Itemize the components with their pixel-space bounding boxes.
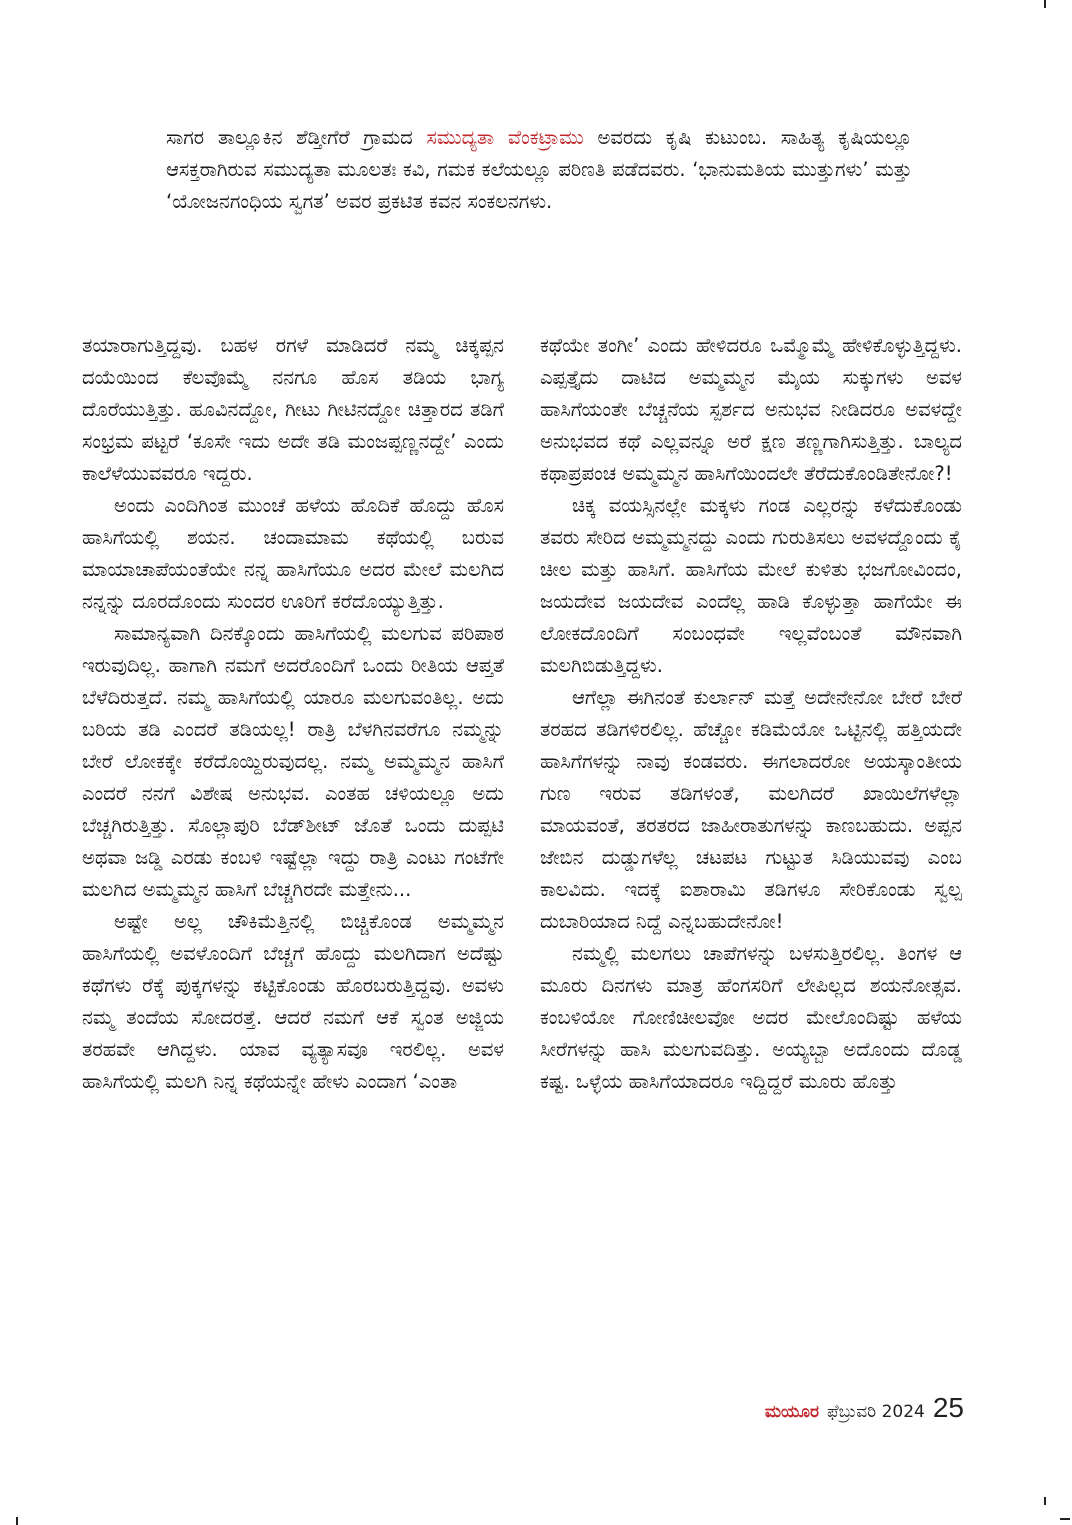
paragraph: ನಮ್ಮಲ್ಲಿ ಮಲಗಲು ಚಾಪೆಗಳನ್ನು ಬಳಸುತ್ತಿರಲಿಲ್ಲ. ತಿಂಗಳ ಆ ಮೂರು ದಿನಗಳು ಮಾತ್ರ ಹೆಂಗಸರಿಗೆ ಲೇಪಿಲ್ಲದ ಶಯನೋತ್ಸವ. ಕಂಬಳಿಯೋ ಗೋಣಿಚೀಲವೋ ಅದರ ಮೇಲೊಂದಿಷ್ಟು ಹಳೆಯ ಸೀರೆಗಳನ್ನು ಹಾಸಿ ಮಲಗುವದಿತ್ತು. ಅಯ್ಯಬ್ಬಾ ಅದೊಂದು ದೊಡ್ಡ ಕಷ್ಟ. ಒಳ್ಳೆಯ ಹಾಸಿಗೆಯಾದರೂ ಇದ್ದಿದ್ದರೆ ಮೂರು ಹೊತ್ತು (540, 942, 962, 1093)
issue-date: ಫೆಬ್ರುವರಿ 2024 (827, 1402, 925, 1422)
paragraph: ಸಾಮಾನ್ಯವಾಗಿ ದಿನಕ್ಕೊಂದು ಹಾಸಿಗೆಯಲ್ಲಿ ಮಲಗುವ ಪರಿಪಾಠ ಇರುವುದಿಲ್ಲ. ಹಾಗಾಗಿ ನಮಗೆ ಅದರೊಂದಿಗೆ ಒಂದು ರೀತಿಯ ಆಪ್ತತೆ ಬೆಳೆದಿರುತ್ತದೆ. ನಮ್ಮ ಹಾಸಿಗೆಯಲ್ಲಿ ಯಾರೂ ಮಲಗುವಂತಿಲ್ಲ. ಅದು ಬರಿಯ ತಡಿ ಎಂದರೆ ತಡಿಯಲ್ಲ! ರಾತ್ರಿ ಬೆಳಗಿನವರೆಗೂ ನಮ್ಮನ್ನು ಬೇರೆ ಲೋಕಕ್ಕೇ ಕರೆದೊಯ್ದಿರುವುದಲ್ಲ. ನಮ್ಮ ಅಮ್ಮಮ್ಮನ ಹಾಸಿಗೆ ಎಂದರೆ ನನಗೆ ವಿಶೇಷ ಅನುಭವ. ಎಂತಹ ಚಳಿಯಲ್ಲೂ ಅದು ಬೆಚ್ಚಗಿರುತ್ತಿತ್ತು. ಸೊಲ್ಲಾಪುರಿ ಬೆಡ್‌ಶೀಟ್ ಜೊತೆ ಒಂದು ದುಪ್ಪಟಿ ಅಥವಾ ಜಡ್ಡಿ ಎರಡು ಕಂಬಳಿ ಇಷ್ಟೆಲ್ಲಾ ಇದ್ದು ರಾತ್ರಿ ಎಂಟು ಗಂಟೆಗೇ ಮಲಗಿದ ಅಮ್ಮಮ್ಮನ ಹಾಸಿಗೆ ಬೆಚ್ಚಗಿರದೇ ಮತ್ತೇನು... (82, 622, 504, 901)
author-bio-text (166, 122, 912, 218)
magazine-logo: ಮಯೂರ (764, 1402, 820, 1422)
right-column (540, 330, 962, 1098)
left-column (82, 330, 504, 1098)
paragraph: ತಯಾರಾಗುತ್ತಿದ್ದವು. ಬಹಳ ರಗಳೆ ಮಾಡಿದರೆ ನಮ್ಮ ಚಿಕ್ಕಪ್ಪನ ದಯೆಯಿಂದ ಕೆಲವೊಮ್ಮೆ ನನಗೂ ಹೊಸ ತಡಿಯ ಭಾಗ್ಯ ದೊರೆಯುತ್ತಿತ್ತು. ಹೂವಿನದ್ದೋ, ಗೀಟು ಗೀಟಿನದ್ದೋ ಚಿತ್ತಾರದ ತಡಿಗೆ ಸಂಭ್ರಮ ಪಟ್ಟರೆ ‘ಕೂಸೇ ಇದು ಅದೇ ತಡಿ ಮಂಜಪ್ಪಣ್ಣನದ್ದೇ’ ಎಂದು ಕಾಲೆಳೆಯುವವರೂ ಇದ್ದರು. (82, 334, 504, 485)
paragraph: ಅಷ್ಟೇ ಅಲ್ಲ ಚೌಕಿಮೆತ್ತಿನಲ್ಲಿ ಬಿಚ್ಚಿಕೊಂಡ ಅಮ್ಮಮ್ಮನ ಹಾಸಿಗೆಯಲ್ಲಿ ಅವಳೊಂದಿಗೆ ಬೆಚ್ಚಗೆ ಹೊದ್ದು ಮಲಗಿದಾಗ ಅದೆಷ್ಟು ಕಥೆಗಳು ರೆಕ್ಕೆ ಪುಕ್ಕಗಳನ್ನು ಕಟ್ಟಿಕೊಂಡು ಹೊರಬರುತ್ತಿದ್ದವು. ಅವಳು ನಮ್ಮ ತಂದೆಯ ಸೋದರತ್ತೆ. ಆದರೆ ನಮಗೆ ಆಕೆ ಸ್ವಂತ ಅಜ್ಜಿಯ ತರಹವೇ ಆಗಿದ್ದಳು. ಯಾವ ವ್ಯತ್ಯಾಸವೂ ಇರಲಿಲ್ಲ. ಅವಳ ಹಾಸಿಗೆಯಲ್ಲಿ ಮಲಗಿ ನಿನ್ನ ಕಥೆಯನ್ನೇ ಹೇಳು ಎಂದಾಗ ‘ಎಂತಾ (82, 910, 504, 1093)
crop-mark-bottom-left (16, 1517, 18, 1525)
author-name: ಸಮುದ್ಯತಾ ವೆಂಕಟ್ರಾಮು (426, 126, 584, 149)
paragraph: ಚಿಕ್ಕ ವಯಸ್ಸಿನಲ್ಲೇ ಮಕ್ಕಳು ಗಂಡ ಎಲ್ಲರನ್ನು ಕಳೆದುಕೊಂಡು ತವರು ಸೇರಿದ ಅಮ್ಮಮ್ಮನದ್ದು ಎಂದು ಗುರುತಿಸಲು ಅವಳದ್ದೊಂದು ಕೈ ಚೀಲ ಮತ್ತು ಹಾಸಿಗೆ. ಹಾಸಿಗೆಯ ಮೇಲೆ ಕುಳಿತು ಭಜಗೋವಿಂದಂ, ಜಯದೇವ ಜಯದೇವ ಎಂದೆಲ್ಲ ಹಾಡಿ ಕೊಳ್ಳುತ್ತಾ ಹಾಗೆಯೇ ಈ ಲೋಕದೊಂದಿಗೆ ಸಂಬಂಧವೇ ಇಲ್ಲವೆಂಬಂತೆ ಮೌನವಾಗಿ ಮಲಗಿಬಿಡುತ್ತಿದ್ದಳು. (540, 494, 962, 677)
paragraph: ಕಥೆಯೇ ತಂಗೀ’ ಎಂದು ಹೇಳಿದರೂ ಒಮ್ಮೊಮ್ಮೆ ಹೇಳಿಕೊಳ್ಳುತ್ತಿದ್ದಳು. ಎಪ್ಪತ್ತೈದು ದಾಟಿದ ಅಮ್ಮಮ್ಮನ ಮೈಯ ಸುಕ್ಕುಗಳು ಅವಳ ಹಾಸಿಗೆಯಂತೇ ಬೆಚ್ಚನೆಯ ಸ್ಪರ್ಶದ ಅನುಭವ ನೀಡಿದರೂ ಅವಳದ್ದೇ ಅನುಭವದ ಕಥೆ ಎಲ್ಲವನ್ನೂ ಅರೆ ಕ್ಷಣ ತಣ್ಣಗಾಗಿಸುತ್ತಿತ್ತು. ಬಾಲ್ಯದ ಕಥಾಪ್ರಪಂಚ ಅಮ್ಮಮ್ಮನ ಹಾಸಿಗೆಯಿಂದಲೇ ತೆರೆದುಕೊಂಡಿತೇನೋ?! (540, 334, 962, 485)
page-number: 25 (932, 1392, 964, 1423)
page-footer (765, 1392, 964, 1424)
crop-mark-top-right (1044, 0, 1046, 8)
author-bio (166, 122, 912, 218)
crop-mark-bottom-right-horizontal (1060, 1518, 1070, 1520)
paragraph: ಆಗೆಲ್ಲಾ ಈಗಿನಂತೆ ಕುರ್ಲಾನ್ ಮತ್ತೆ ಅದೇನೇನೋ ಬೇರೆ ಬೇರೆ ತರಹದ ತಡಿಗಳಿರಲಿಲ್ಲ. ಹೆಚ್ಚೋ ಕಡಿಮೆಯೋ ಒಟ್ಟಿನಲ್ಲಿ ಹತ್ತಿಯದೇ ಹಾಸಿಗೆಗಳನ್ನು ನಾವು ಕಂಡವರು. ಈಗಲಾದರೋ ಅಯಸ್ಕಾಂತೀಯ ಗುಣ ಇರುವ ತಡಿಗಳಂತೆ, ಮಲಗಿದರೆ ಖಾಯಿಲೆಗಳೆಲ್ಲಾ ಮಾಯವಂತೆ, ತರತರದ ಜಾಹೀರಾತುಗಳನ್ನು ಕಾಣಬಹುದು. ಅಪ್ಪನ ಜೇಬಿನ ದುಡ್ಡುಗಳೆಲ್ಲ ಚಟಪಟ ಗುಟ್ಟುತ ಸಿಡಿಯುವವು ಎಂಬ ಕಾಲವಿದು. ಇದಕ್ಕೆ ಐಶಾರಾಮಿ ತಡಿಗಳೂ ಸೇರಿಕೊಂಡು ಸ್ವಲ್ಪ ದುಬಾರಿಯಾದ ನಿದ್ದೆ ಎನ್ನಬಹುದೇನೋ! (540, 686, 962, 933)
bio-after: ಅವರದು ಕೃಷಿ ಕುಟುಂಬ. ಸಾಹಿತ್ಯ ಕೃಷಿಯಲ್ಲೂ ಆಸಕ್ತರಾಗಿರುವ ಸಮುದ್ಯತಾ ಮೂಲತಃ ಕವಿ, ಗಮಕ ಕಲೆಯಲ್ಲೂ ಪರಿಣತಿ ಪಡೆದವರು. ‘ಭಾನುಮತಿಯ ಮುತ್ತುಗಳು’ ಮತ್ತು ‘ಯೋಜನಗಂಧಿಯ ಸ್ವಗತ’ ಅವರ ಪ್ರಕಟಿತ ಕವನ ಸಂಕಲನಗಳು. (166, 126, 912, 213)
bio-before: ಸಾಗರ ತಾಲ್ಲೂಕಿನ ಶೆಡ್ತೀಗೆರೆ ಗ್ರಾಮದ (166, 126, 427, 149)
crop-mark-bottom-right-vertical (1044, 1497, 1046, 1505)
paragraph: ಅಂದು ಎಂದಿಗಿಂತ ಮುಂಚೆ ಹಳೆಯ ಹೊದಿಕೆ ಹೊದ್ದು ಹೊಸ ಹಾಸಿಗೆಯಲ್ಲಿ ಶಯನ. ಚಂದಾಮಾಮ ಕಥೆಯಲ್ಲಿ ಬರುವ ಮಾಯಾಚಾಪೆಯಂತೆಯೇ ನನ್ನ ಹಾಸಿಗೆಯೂ ಅದರ ಮೇಲೆ ಮಲಗಿದ ನನ್ನನ್ನು ದೂರದೊಂದು ಸುಂದರ ಊರಿಗೆ ಕರೆದೊಯ್ಯುತ್ತಿತ್ತು. (82, 494, 504, 613)
